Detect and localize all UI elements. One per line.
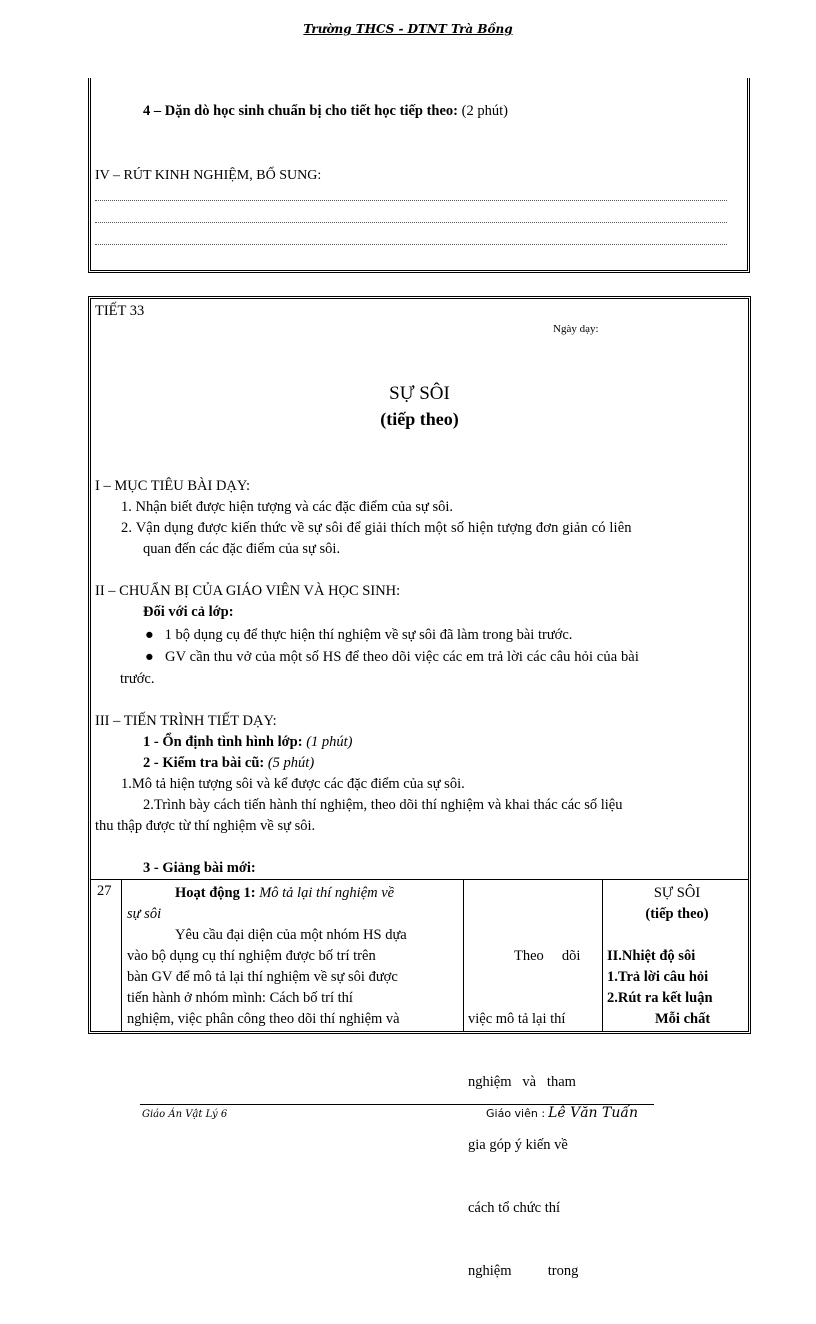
objective-item: 1. Nhận biết được hiện tượng và các đặc điểm của sự sôi. [121, 499, 454, 515]
preparation-bullet: ● 1 bộ dụng cụ để thực hiện thí nghiệm về sự sôi đã làm trong bài trước. [145, 627, 573, 643]
step-1: 1 - Ổn định tình hình lớp: (1 phút) [143, 734, 353, 750]
review-question-2: 2.Trình bày cách tiến hành thí nghiệm, theo dõi thí nghiệm và khai thác các số liệu [143, 797, 623, 813]
board-content-cell: SỰ SÔI (tiếp theo) II.Nhiệt độ sôi 1.Trả lời câu hỏi 2.Rút ra kết luận Mỗi chất [607, 885, 713, 1027]
objectives-heading: I – MỤC TIÊU BÀI DẠY: [95, 478, 251, 494]
page-header: Trường THCS - DTNT Trà Bồng [303, 22, 513, 36]
activity-time: 27 [97, 883, 112, 899]
review-heading: IV – RÚT KINH NGHIỆM, BỔ SUNG: [95, 168, 322, 183]
table-top-border [91, 879, 748, 880]
homework-instruction: 4 – Dặn dò học sinh chuẩn bị cho tiết học tiếp theo: (2 phút) [143, 103, 508, 119]
bullet-icon: ● [145, 627, 154, 643]
lesson-number: TIẾT 33 [95, 303, 145, 319]
preparation-bullet-cont: trước. [120, 671, 155, 687]
table-col-divider [121, 879, 122, 1031]
objective-item: 2. Vận dụng được kiến thức về sự sôi để giải thích một số hiện tượng đơn giản có liên [121, 520, 632, 536]
lesson-subtitle: (tiếp theo) [380, 409, 459, 429]
preparation-subheading: Đối với cả lớp: [143, 604, 234, 620]
process-heading: III – TIẾN TRÌNH TIẾT DẠY: [95, 713, 277, 729]
review-question-1: 1.Mô tả hiện tượng sôi và kể được các đặc điểm của sự sôi. [121, 776, 465, 792]
dotted-line [95, 190, 727, 201]
preparation-heading: II – CHUẨN BỊ CỦA GIÁO VIÊN VÀ HỌC SINH: [95, 583, 401, 599]
preparation-bullet: ● GV cần thu vở của một số HS để theo dõi việc các em trả lời các câu hỏi của bài [145, 649, 639, 665]
step-3: 3 - Giảng bài mới: [143, 860, 256, 876]
previous-lesson-box [88, 78, 750, 273]
footer-left: Giáo Án Vật Lý 6 [142, 1109, 228, 1120]
teaching-date-label: Ngày dạy: [553, 323, 599, 335]
step-2: 2 - Kiểm tra bài cũ: (5 phút) [143, 755, 315, 771]
dotted-line [95, 234, 727, 245]
student-activity-cell: Theo dõi việc mô tả lại thí nghiệm và tham gia góp ý kiến về cách tổ chức thí nghiệm trong [468, 948, 581, 1279]
lesson-title: SỰ SÔI [389, 383, 450, 404]
footer-teacher: Giáo viên : Lê Văn Tuấn [486, 1105, 638, 1121]
bullet-icon: ● [145, 649, 154, 665]
dotted-line [95, 212, 727, 223]
table-col-divider [602, 879, 603, 1031]
objective-item-cont: quan đến các đặc điểm của sự sôi. [143, 541, 341, 557]
review-question-2-cont: thu thập được từ thí nghiệm về sự sôi. [95, 818, 316, 834]
table-col-divider [463, 879, 464, 1031]
teacher-activity-cell: Hoạt động 1: Mô tả lại thí nghiệm về sự sôi Yêu cầu đại diện của một nhóm HS dựa vào bộ dụng cụ thí nghiệm được bố trí trên bàn GV để mô tả lại thí nghiệm về sự sôi được tiến hành ở nhóm mình: Cách bố trí thí nghiệm, việc phân công theo dõi thí nghiệm và [127, 885, 407, 1027]
